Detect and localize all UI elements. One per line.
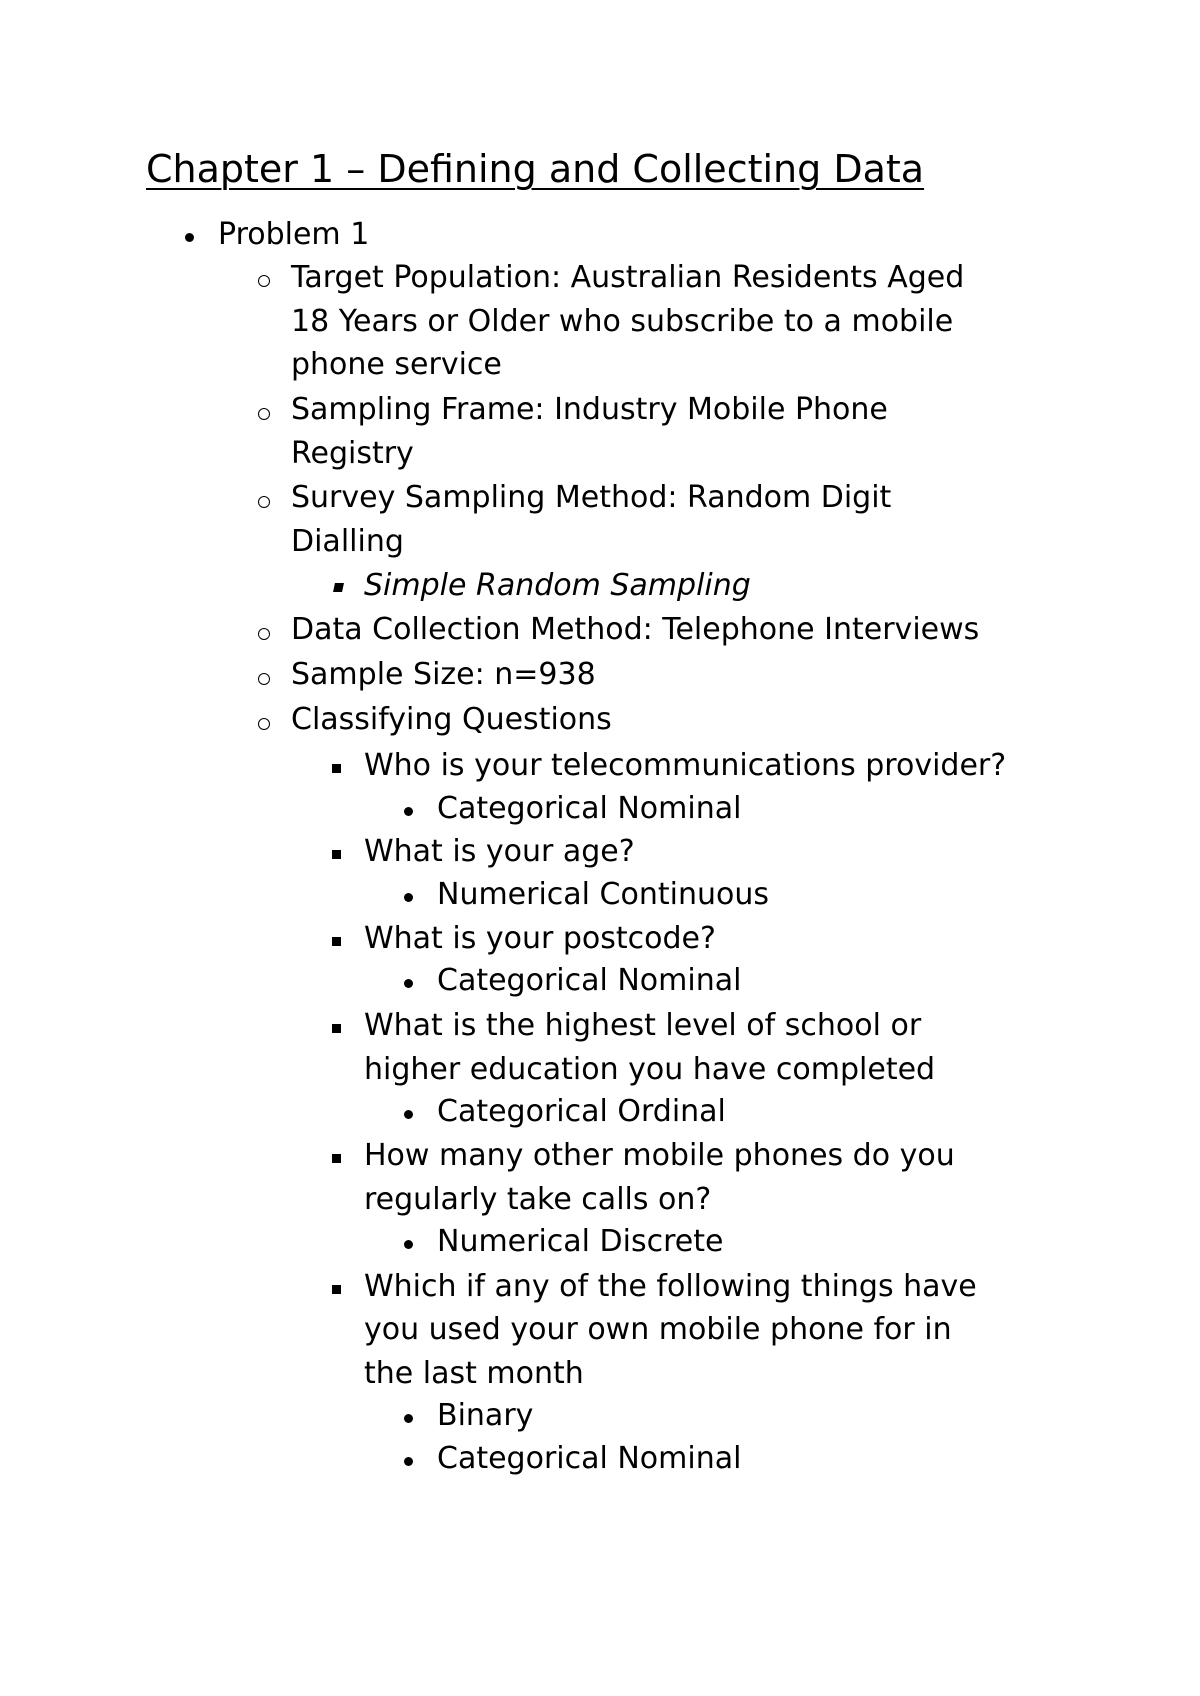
list-item-continuation: higher education you have completed: [364, 1052, 936, 1087]
list-item-level4: Numerical Continuous: [437, 877, 769, 912]
list-item-level3: What is your postcode?: [364, 921, 716, 956]
bullet-square-icon: [332, 764, 341, 773]
bullet-circle-icon: [258, 408, 270, 420]
list-item-level3: Which if any of the following things have: [364, 1269, 977, 1304]
list-item-level4: Categorical Nominal: [437, 963, 742, 998]
list-item-level3: Simple Random Sampling: [364, 568, 751, 603]
bullet-dot-icon: [404, 893, 413, 902]
bullet-circle-icon: [258, 275, 270, 287]
bullet-dot-icon: [404, 807, 413, 816]
bullet-dot-icon: [404, 1414, 413, 1423]
list-item-level4: Numerical Discrete: [437, 1224, 724, 1259]
list-item-continuation: the last month: [364, 1356, 584, 1391]
list-item-continuation: you used your own mobile phone for in: [364, 1312, 952, 1347]
list-item-level1: Problem 1: [218, 217, 370, 252]
bullet-dot-icon: [404, 1240, 413, 1249]
bullet-square-icon: [332, 850, 341, 859]
bullet-square-icon: [333, 583, 344, 592]
list-item-continuation: 18 Years or Older who subscribe to a mobile: [291, 304, 954, 339]
list-item-level2: Survey Sampling Method: Random Digit: [291, 480, 892, 515]
list-item-level2: Sample Size: n=938: [291, 657, 596, 692]
bullet-square-icon: [332, 937, 341, 946]
bullet-circle-icon: [258, 496, 270, 508]
bullet-square-icon: [332, 1154, 341, 1163]
list-item-level2: Sampling Frame: Industry Mobile Phone: [291, 392, 888, 427]
bullet-dot-icon: [404, 1457, 413, 1466]
list-item-level4: Binary: [437, 1398, 534, 1433]
bullet-circle-icon: [258, 673, 270, 685]
list-item-continuation: Registry: [291, 436, 414, 471]
list-item-level3: What is your age?: [364, 834, 635, 869]
list-item-level2: Data Collection Method: Telephone Interviews: [291, 612, 980, 647]
bullet-dot-icon: [404, 979, 413, 988]
list-item-level4: Categorical Nominal: [437, 1441, 742, 1476]
list-item-level3: What is the highest level of school or: [364, 1008, 922, 1043]
bullet-square-icon: [332, 1285, 341, 1294]
bullet-circle-icon: [258, 718, 270, 730]
bullet-dot-icon: [185, 233, 194, 242]
page-title: Chapter 1 – Defining and Collecting Data: [146, 147, 925, 191]
list-item-continuation: phone service: [291, 347, 502, 382]
bullet-dot-icon: [404, 1110, 413, 1119]
bullet-circle-icon: [258, 628, 270, 640]
bullet-square-icon: [332, 1024, 341, 1033]
list-item-level4: Categorical Ordinal: [437, 1094, 726, 1129]
list-item-continuation: regularly take calls on?: [364, 1182, 712, 1217]
list-item-level2: Target Population: Australian Residents Aged: [291, 260, 965, 295]
list-item-level4: Categorical Nominal: [437, 791, 742, 826]
list-item-continuation: Dialling: [291, 524, 404, 559]
list-item-level2: Classifying Questions: [291, 702, 612, 737]
list-item-level3: How many other mobile phones do you: [364, 1138, 955, 1173]
list-item-level3: Who is your telecommunications provider?: [364, 748, 1007, 783]
